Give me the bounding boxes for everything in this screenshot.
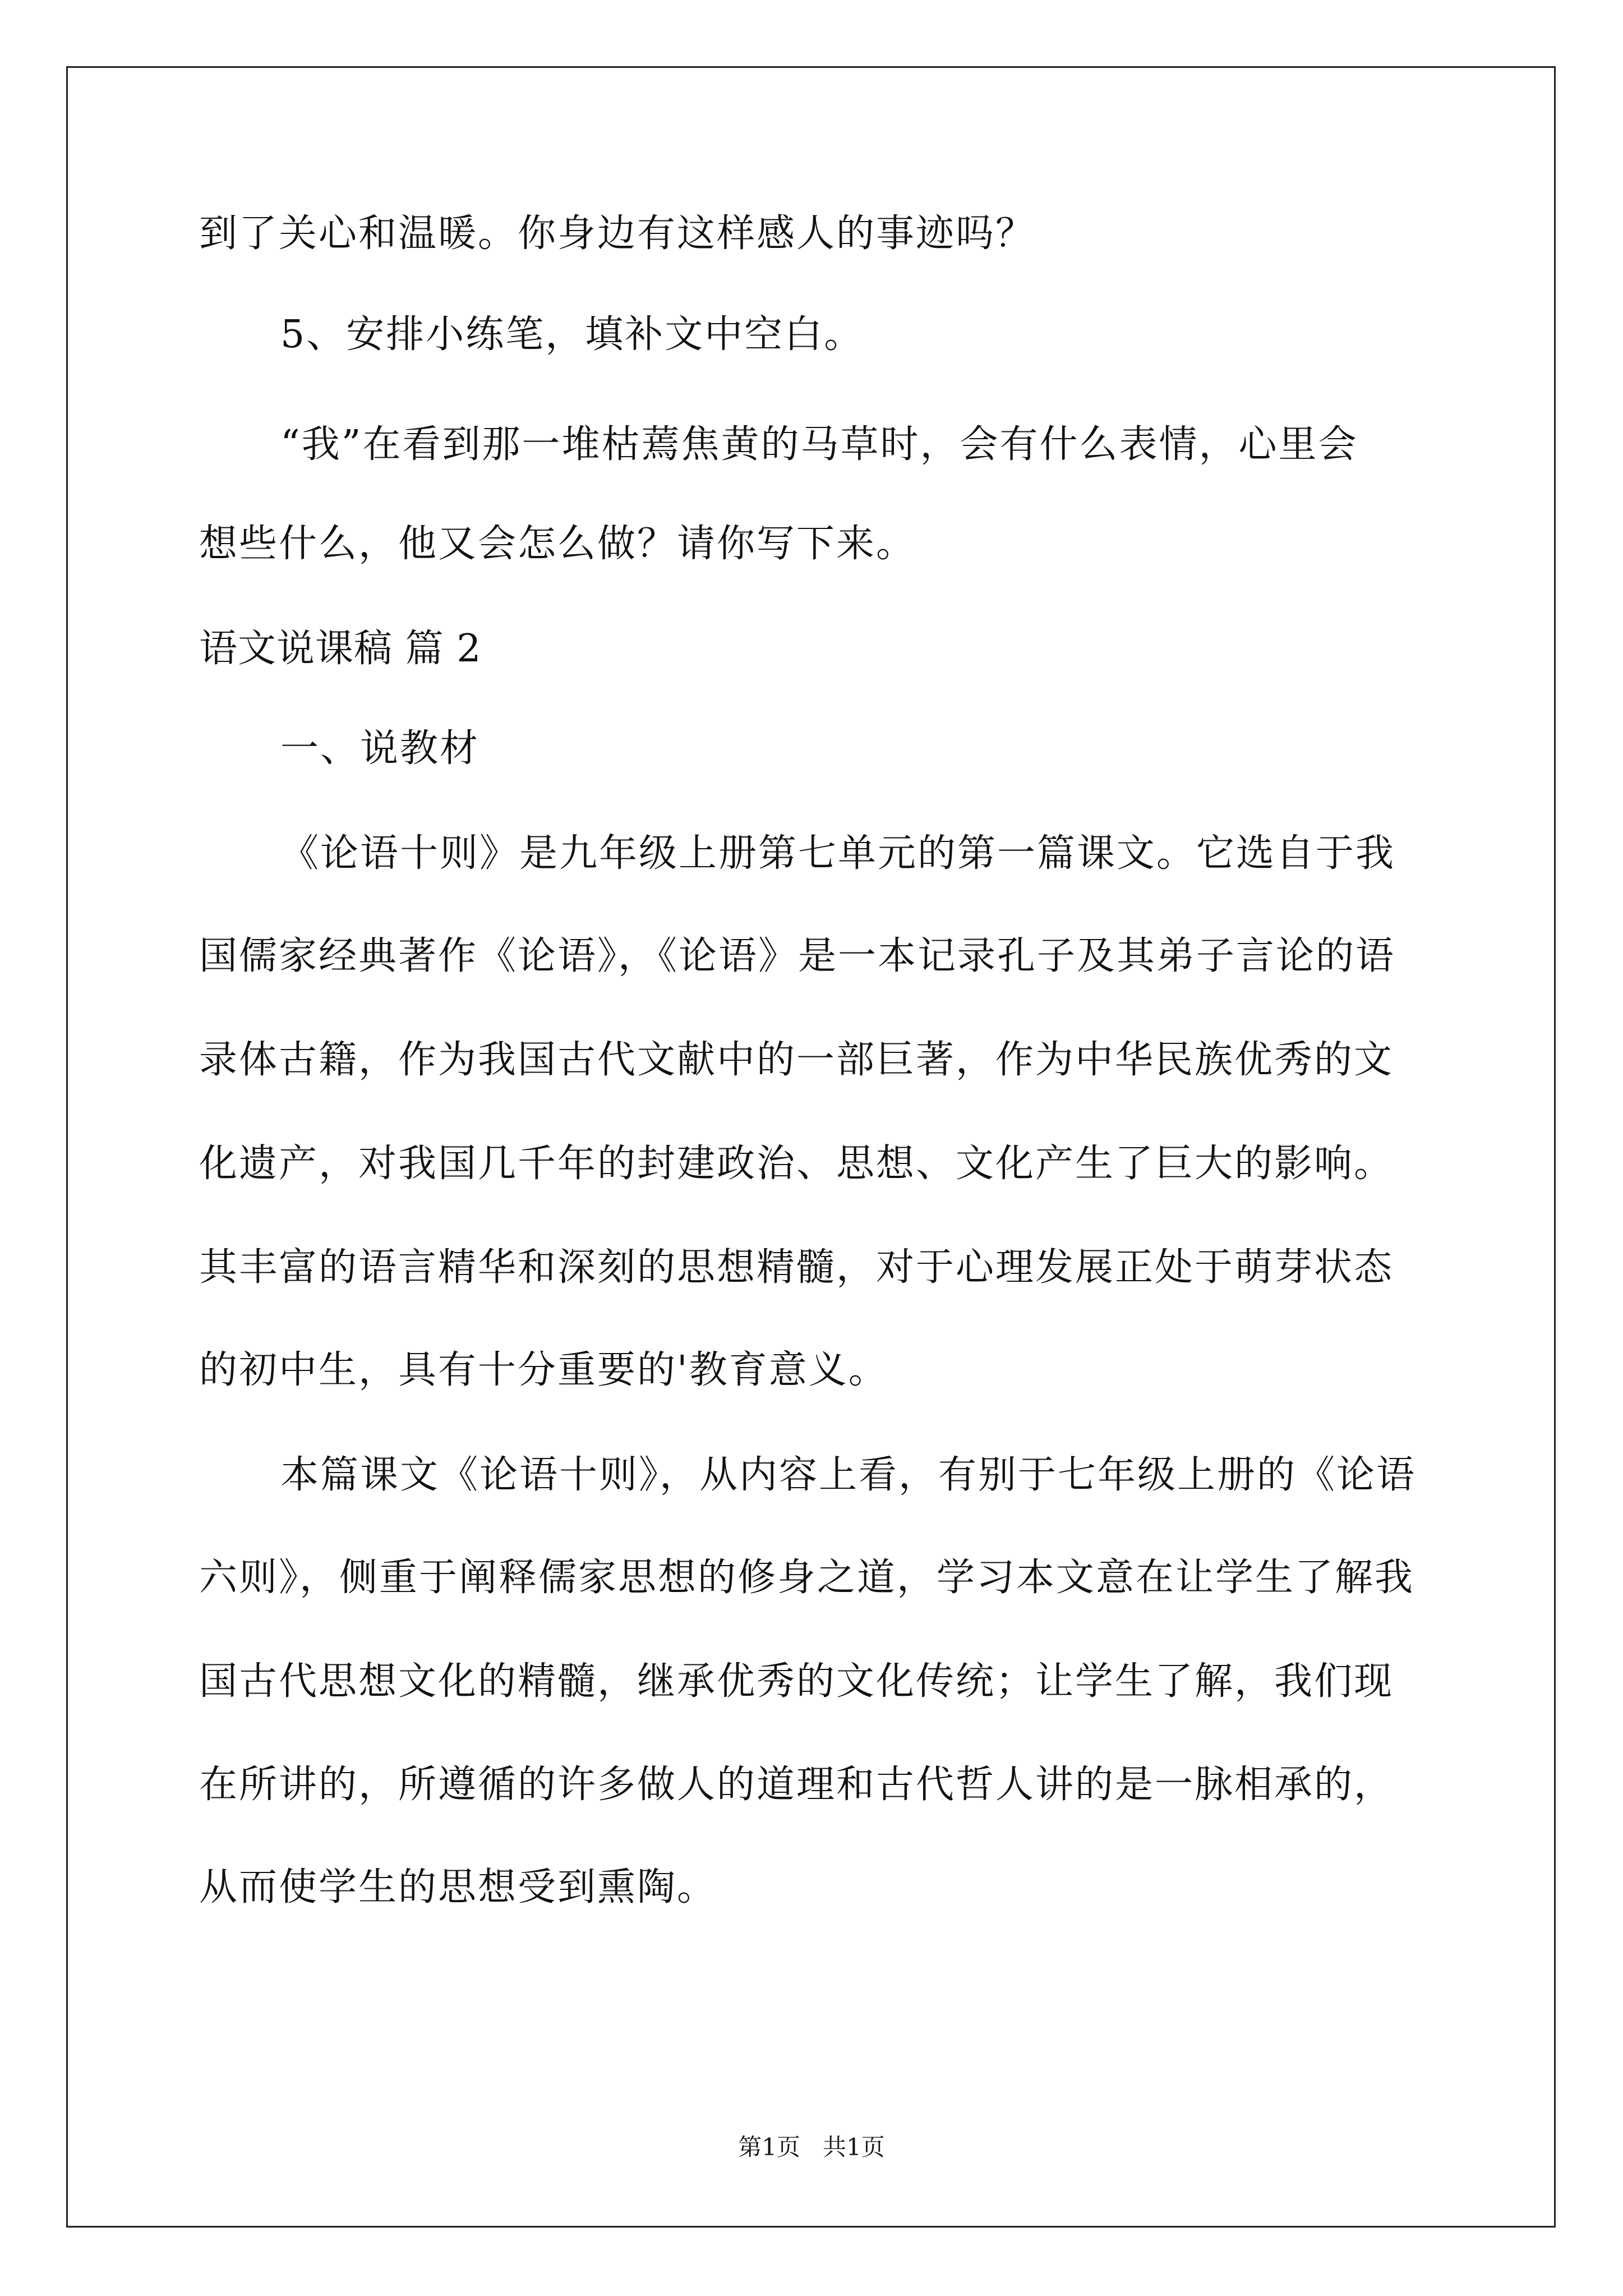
body-line: 从而使学生的思想受到熏陶。 (199, 1865, 717, 1910)
body-line: 到了关心和温暖。你身边有这样感人的事迹吗？ (199, 211, 1036, 256)
list-item: 5、安排小练笔，填补文中空白。 (280, 312, 864, 357)
body-line: 在所讲的，所遵循的许多做人的道理和古代哲人讲的是一脉相承的， (199, 1763, 1394, 1807)
body-line: 其丰富的语言精华和深刻的思想精髓，对于心理发展正处于萌芽状态 (199, 1245, 1394, 1290)
body-line: 国儒家经典著作《论语》，《论语》是一本记录孔子及其弟子言论的语 (199, 934, 1396, 978)
section-title: 语文说课稿 篇 2 (199, 627, 482, 671)
body-line: 化遗产，对我国几千年的封建政治、思想、文化产生了巨大的影响。 (199, 1142, 1394, 1186)
section-heading: 一、说教材 (280, 726, 480, 771)
body-line: 想些什么，他又会怎么做？请你写下来。 (199, 522, 916, 566)
body-line: “我”在看到那一堆枯蔫焦黄的马草时，会有什么表情，心里会 (280, 422, 1358, 467)
body-line: 录体古籍，作为我国古代文献中的一部巨著，作为中华民族优秀的文 (199, 1038, 1394, 1082)
body-line: 六则》，侧重于阐释儒家思想的修身之道，学习本文意在让学生了解我 (199, 1556, 1415, 1600)
body-line: 的初中生，具有十分重要的'教育意义。 (199, 1348, 888, 1392)
page-footer: 第1页 共1页 (738, 2133, 885, 2161)
body-line: 《论语十则》是九年级上册第七单元的第一篇课文。它选自于我 (280, 831, 1396, 876)
body-line: 国古代思想文化的精髓，继承优秀的文化传统；让学生了解，我们现 (199, 1659, 1394, 1704)
body-line: 本篇课文《论语十则》，从内容上看，有别于七年级上册的《论语 (280, 1453, 1417, 1497)
